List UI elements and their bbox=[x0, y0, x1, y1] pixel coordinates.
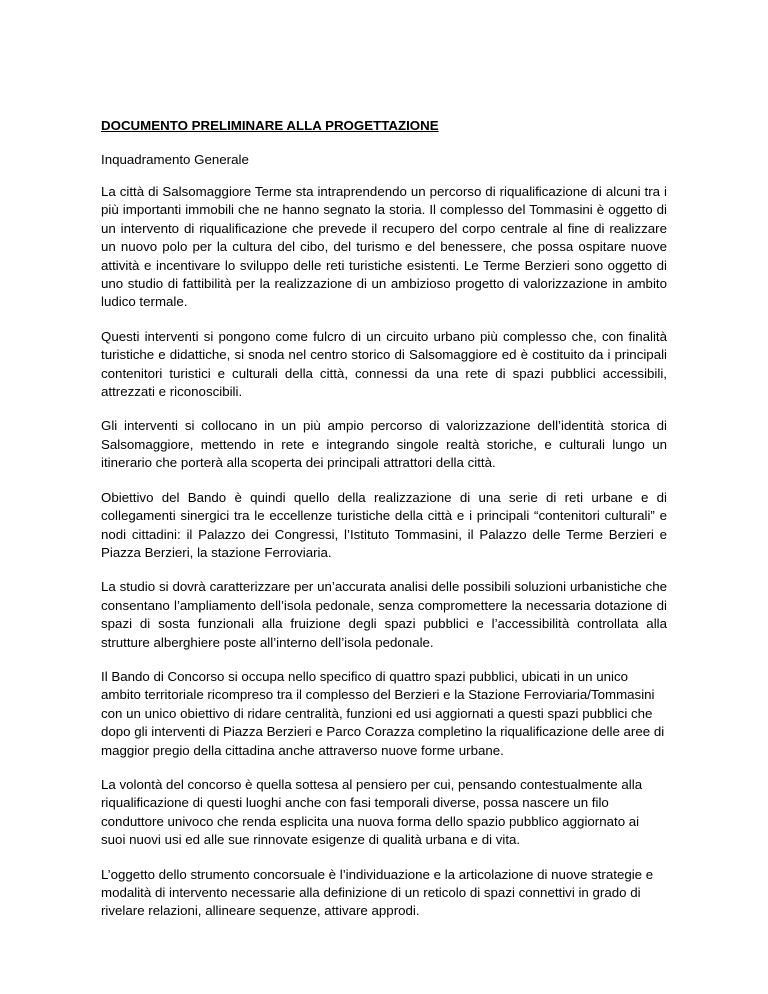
document-page bbox=[101, 117, 667, 937]
paragraph-5: La studio si dovrà caratterizzare per un’accurata analisi delle possibili soluzioni urbanistiche che consentano l’ampliamento dell’isola pedonale, senza compromettere la necessaria dotazione di spazi di sosta funzionali alla fruizione degli spazi pubblici e l’accessibilità controllata alla strutture alberghiere poste all’interno dell’isola pedonale. bbox=[101, 579, 667, 650]
paragraph-6: Il Bando di Concorso si occupa nello specifico di quattro spazi pubblici, ubicati in un unico ambito territoriale ricompreso tra il complesso del Berzieri e la Stazione Ferroviaria/Tommasini con un unico obiettivo di ridare centralità, funzioni ed usi aggiornati a questi spazi pubblici che dopo gli interventi di Piazza Berzieri e Parco Corazza completino la riqualificazione delle aree di maggior pregio della cittadina anche attraverso nuove forme urbane. bbox=[101, 668, 665, 758]
paragraph-8: L’oggetto dello strumento concorsuale è l’individuazione e la articolazione di nuove strategie e modalità di intervento necessarie alla definizione di un reticolo di spazi connettivi in grado di rivelare relazioni, allineare sequenze, attivare approdi. bbox=[101, 866, 654, 919]
paragraph-2: Questi interventi si pongono come fulcro di un circuito urbano più complesso che, con finalità turistiche e didattiche, si snoda nel centro storico di Salsomaggiore ed è costituito da i principali contenitori turistici e culturali della città, connessi da una rete di spazi pubblici accessibili, attrezzati e riconoscibili. bbox=[101, 328, 667, 400]
paragraph-4: Obiettivo del Bando è quindi quello della realizzazione di una serie di reti urbane e di collegamenti sinergici tra le eccellenze turistiche della città e i principali “contenitori culturali” e nodi cittadini: il Palazzo dei Congressi, l’Istituto Tommasini, il Palazzo delle Terme Berzieri e Piazza Berzieri, la stazione Ferroviaria. bbox=[101, 489, 667, 560]
paragraph-1: La città di Salsomaggiore Terme sta intraprendendo un percorso di riqualificazione di alcuni tra i più importanti immobili che ne hanno segnato la storia. Il complesso del Tommasini è oggetto di un intervento di riqualificazione che prevede il recupero del corpo centrale al fine di realizzare un nuovo polo per la cultura del cibo, del turismo e del benessere, che possa ospitare nuove attività e incentivare lo sviluppo delle reti turistiche esistenti. Le Terme Berzieri sono oggetto di uno studio di fattibilità per la realizzazione di un ambizioso progetto di valorizzazione in ambito ludico termale. bbox=[101, 184, 667, 310]
document-title: DOCUMENTO PRELIMINARE ALLA PROGETTAZIONE bbox=[101, 118, 439, 133]
paragraph-7: La volontà del concorso è quella sottesa al pensiero per cui, pensando contestualmente alla riqualificazione di questi luoghi anche con fasi temporali diverse, possa nascere un filo conduttore univoco che renda esplicita una nuova forma dello spazio pubblico aggiornato ai suoi nuovi usi ed alle sue rinnovate esigenze di qualità urbana e di vita. bbox=[101, 776, 643, 848]
section-heading: Inquadramento Generale bbox=[101, 152, 249, 167]
paragraph-3: Gli interventi si collocano in un più ampio percorso di valorizzazione dell’identità storica di Salsomaggiore, mettendo in rete e integrando singole realtà storiche, e culturali lungo un itinerario che porterà alla scoperta dei principali attrattori della città. bbox=[101, 418, 667, 471]
